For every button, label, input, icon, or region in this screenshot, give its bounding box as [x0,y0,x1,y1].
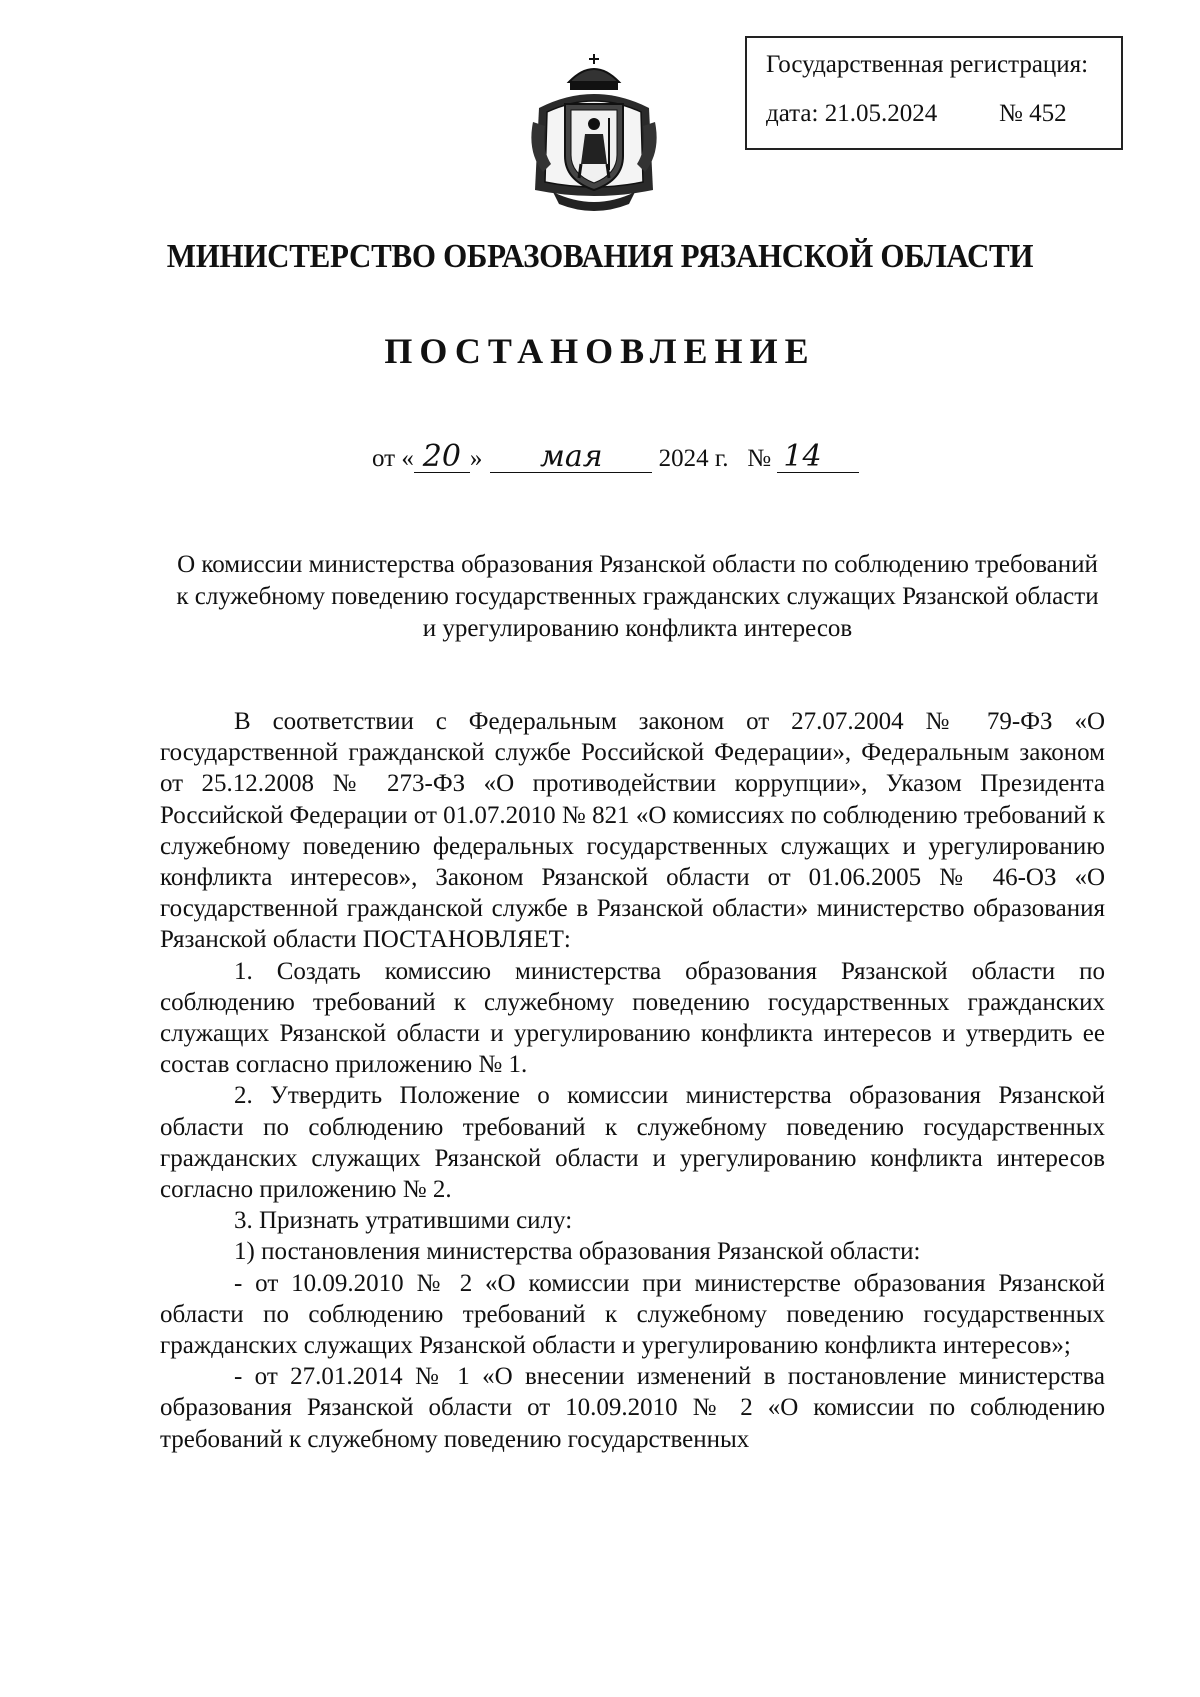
preamble-paragraph: В соответствии с Федеральным законом от 27.07.2004 № 79-ФЗ «О государственной гражданской службе Российской Федерации», Федеральным законом от 25.12.2008 № 273-ФЗ «О противодействии коррупции», Указом Президента Российской Федерации от 01.07.2010 № 821 «О комиссиях по соблюдению требований к служебному поведению федеральных государственных служащих и урегулированию конфликта интересов», Законом Рязанской области от 01.06.2005 № 46-ОЗ «О государственной гражданской службе в Рязанской области» министерство образования Рязанской области ПОСТАНОВЛЯЕТ: [160,708,1105,954]
document-body [160,706,1105,1455]
document-subject: О комиссии министерства образования Рязанской области по соблюдению требований к служебному поведению государственных гражданских служащих Рязанской области и урегулированию конфликта интересов [176,551,1099,642]
clause-3-paragraph: 3. Признать утратившими силу: [234,1207,573,1235]
document-date-line [372,439,859,474]
registration-number: № 452 [999,100,1067,127]
repealed-item-paragraph: - от 10.09.2010 № 2 «О комиссии при министерстве образования Рязанской области по соблюдению требований к служебному поведению государственных гражданских служащих Рязанской области и урегулированию конфликта интересов»; [160,1269,1105,1360]
clause-3-1-paragraph: 1) постановления министерства образования Рязанской области: [234,1238,921,1266]
clause-1-paragraph: 1. Создать комиссию министерства образования Рязанской области по соблюдению требований к служебному поведению государственных гражданских служащих Рязанской области и урегулированию конфликта интересов и утвердить ее состав согласно приложению № 1. [160,957,1105,1079]
clause-2-paragraph: 2. Утвердить Положение о комиссии министерства образования Рязанской области по соблюдению требований к служебному поведению государственных гражданских служащих Рязанской области и урегулированию конфликта интересов согласно приложению № 2. [160,1082,1105,1204]
document-title: ПОСТАНОВЛЕНИЕ [384,331,816,371]
registration-date: дата: 21.05.2024 [766,100,938,127]
repealed-item-paragraph: - от 27.01.2014 № 1 «О внесении изменений в постановление министерства образования Рязанской области от 10.09.2010 № 2 «О комиссии по соблюдению требований к служебному поведению государственных [160,1363,1105,1453]
date-prefix: от « [372,445,414,472]
registration-title: Государственная регистрация: [766,51,1089,78]
handwritten-month: мая [490,442,652,473]
handwritten-day: 20 [414,442,470,473]
handwritten-number: 14 [777,442,859,473]
date-quote-close: » [469,445,483,472]
number-sign: № [747,445,772,472]
coat-of-arms-emblem [525,52,663,217]
registration-stamp [745,36,1123,150]
date-year: 2024 г. [658,445,729,472]
ministry-name: МИНИСТЕРСТВО ОБРАЗОВАНИЯ РЯЗАНСКОЙ ОБЛАСТИ [166,236,1034,275]
